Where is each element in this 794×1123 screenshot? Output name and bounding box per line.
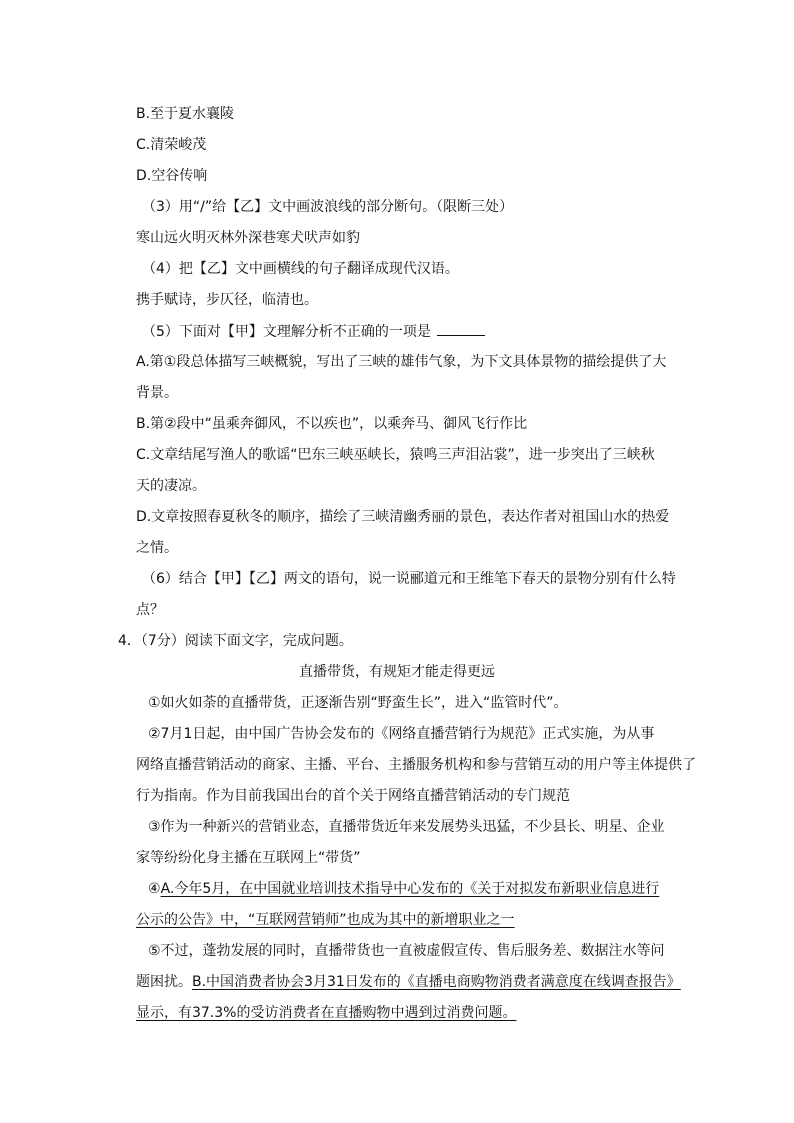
article-title: 直播带货，有规矩才能走得更远 [299, 664, 495, 680]
q3-sub5-c-line1: C.文章结尾写渔人的歌谣“巴东三峡巫峡长，猿鸣三声泪沾裳”，进一步突出了三峡秋 [136, 447, 655, 463]
q3-sub3-text: 寒山远火明灭林外深巷寒犬吠声如豹 [136, 230, 360, 246]
q3-sub6-line1: （6）结合【甲】【乙】两文的语句，说一说郦道元和王维笔下春天的景物分别有什么特 [142, 571, 676, 587]
underlined-sentence-a: A.今年5月，在中国就业培训技术指导中心发布的《关于对拟发布新职业信息进行 [160, 881, 660, 897]
q3-sub5-prompt-text: （5）下面对【甲】文理解分析不正确的一项是 [142, 324, 431, 340]
paragraph-2-line1: ②7月1日起，由中国广告协会发布的《网络直播营销行为规范》正式实施，为从事 [148, 726, 655, 742]
q3-sub6-line2: 点？ [136, 602, 164, 618]
q4-header: 4．（7分）阅读下面文字，完成问题。 [118, 633, 353, 649]
paragraph-2-line3: 行为指南。作为目前我国出台的首个关于网络直播营销活动的专门规范 [136, 788, 570, 804]
paragraph-3-line1: ③作为一种新兴的营销业态，直播带货近年来发展势头迅猛，不少县长、明星、企业 [148, 819, 665, 835]
q3-sub5-c-line2: 天的凄凉。 [136, 478, 206, 494]
paragraph-4-line1 [148, 879, 659, 899]
q3-option-d: D.空谷传响 [136, 168, 208, 184]
q3-option-c: C.清荣峻茂 [136, 137, 207, 153]
q3-sub5-a-line1: A.第①段总体描写三峡概貌，写出了三峡的雄伟气象，为下文具体景物的描绘提供了大 [136, 354, 667, 370]
q3-sub5-a-line2: 背景。 [136, 385, 178, 401]
q3-sub5-d-line1: D.文章按照春夏秋冬的顺序，描绘了三峡清幽秀丽的景色，表达作者对祖国山水的热爱 [136, 509, 670, 525]
underlined-sentence-b: B.中国消费者协会3月31日发布的《直播电商购物消费者满意度在线调查报告》 [192, 974, 681, 990]
q3-option-b: B.至于夏水襄陵 [136, 106, 235, 122]
paragraph-5-line2 [136, 972, 681, 992]
q3-sub3-prompt: （3）用“/”给【乙】文中画波浪线的部分断句。（限断三处） [142, 199, 514, 215]
underlined-sentence-a-cont: 公示的公告》中，“互联网营销师”也成为其中的新增职业之一 [136, 912, 515, 928]
q3-sub5-b: B.第②段中“虽乘奔御风，不以疾也”，以乘奔马、御风飞行作比 [136, 416, 528, 432]
paragraph-5-plain: 题困扰。 [136, 974, 192, 990]
answer-blank[interactable] [437, 321, 485, 336]
paragraph-3-line2: 家等纷纷化身主播在互联网上“带货” [136, 850, 361, 866]
paragraph-2-line2: 网络直播营销活动的商家、主播、平台、主播服务机构和参与营销互动的用户等主体提供了 [136, 757, 696, 773]
q3-sub4-text: 携手赋诗，步仄径，临清也。 [136, 292, 318, 308]
paragraph-5-line3 [136, 1003, 516, 1023]
paragraph-4-number: ④ [148, 881, 161, 897]
paragraph-1: ①如火如荼的直播带货，正逐渐告别“野蛮生长”，进入“监管时代”。 [148, 695, 568, 711]
q3-sub5-d-line2: 之情。 [136, 540, 178, 556]
paragraph-5-line1: ⑤不过，蓬勃发展的同时，直播带货也一直被虚假宣传、售后服务差、数据注水等问 [148, 943, 665, 959]
q3-sub5-prompt [142, 321, 485, 342]
paragraph-4-line2 [136, 910, 515, 930]
underlined-sentence-b-cont: 显示，有37.3%的受访消费者在直播购物中遇到过消费问题。 [136, 1005, 517, 1021]
q3-sub4-prompt: （4）把【乙】文中画横线的句子翻译成现代汉语。 [142, 261, 459, 277]
